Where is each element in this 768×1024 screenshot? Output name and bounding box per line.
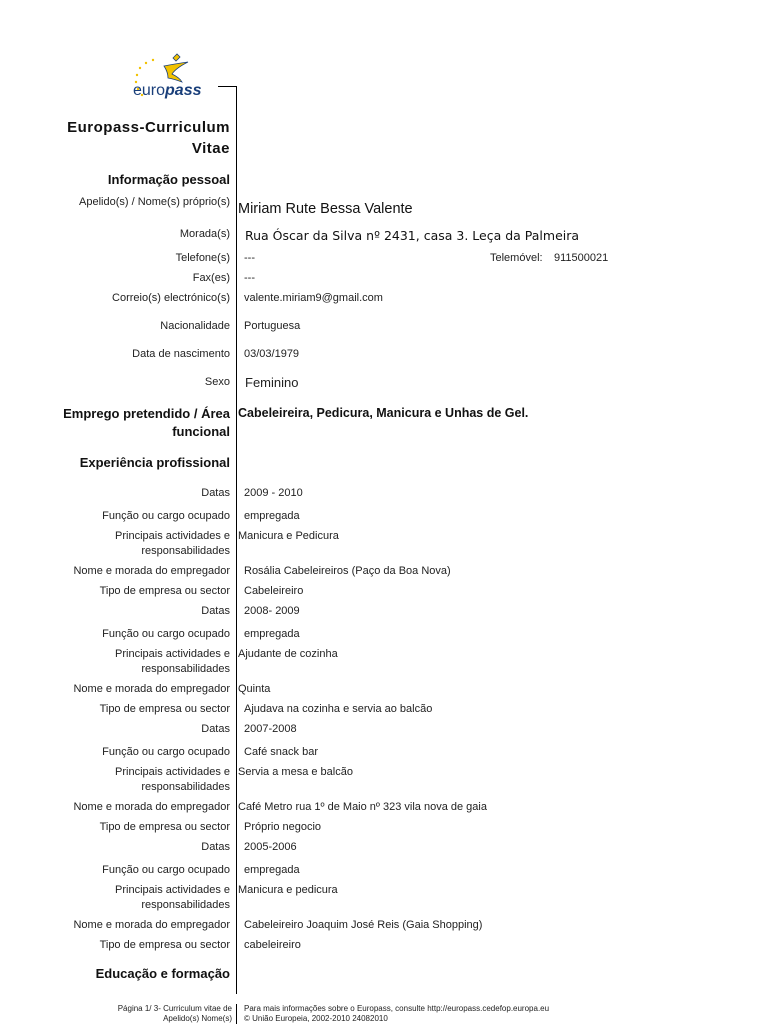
dates-value: 2005-2006 [244,841,297,853]
mobile-label: Telemóvel: [490,252,543,264]
sector-value: cabeleireiro [244,939,301,951]
document-title [40,117,230,159]
employer-value: Café Metro rua 1º de Maio nº 323 vila nova de gaia [238,801,487,813]
role-label: Função ou cargo ocupado [102,628,230,640]
role-value: empregada [244,510,300,522]
employer-value: Cabeleireiro Joaquim José Reis (Gaia Shopping) [244,919,483,931]
email-label: Correio(s) electrónico(s) [112,292,230,304]
sector-value: Próprio negocio [244,821,322,833]
desired-employment-value: Cabeleireira, Pedicura, Manicura e Unhas de Gel. [238,406,529,420]
activities-label: Principais actividades e [115,884,230,896]
sector-value: Ajudava na cozinha e servia ao balcão [244,703,433,715]
footer-divider [236,1004,237,1024]
sector-value: Cabeleireiro [244,585,304,597]
footer-page-info: Página 1/ 3- Curriculum vitae de [117,1004,232,1013]
address-label: Morada(s) [179,228,230,240]
employer-label: Nome e morada do empregador [73,683,230,695]
address-value: Rua Óscar da Silva nº 2431, casa 3. Leça da Palmeira [245,228,580,243]
section-heading-education: Educação e formação [95,966,230,981]
activities-label: Principais actividades e [115,648,230,660]
activities-value: Manicura e Pedicura [238,530,339,542]
dates-label: Datas [201,723,230,735]
europass-logo [128,52,223,106]
column-divider [236,86,237,994]
employer-value: Quinta [238,683,271,695]
role-value: Café snack bar [244,746,318,758]
activities-label: Principais actividades e [115,530,230,542]
fax-label: Fax(es) [192,272,230,284]
logo-text-euro: euro [133,82,166,99]
document-title-line1: Europass-Curriculum [67,119,230,136]
role-label: Função ou cargo ocupado [102,864,230,876]
dob-label: Data de nascimento [132,348,230,360]
email-value[interactable]: valente.miriam9@gmail.com [244,292,383,304]
footer-name-info: Apelido(s) Nome(s) [163,1014,232,1023]
employer-label: Nome e morada do empregador [73,801,230,813]
footer-copyright: © União Europeia, 2002-2010 24082010 [244,1014,388,1023]
footer-left [60,1004,232,1024]
dates-label: Datas [201,841,230,853]
sector-label: Tipo de empresa ou sector [99,585,230,597]
role-label: Função ou cargo ocupado [102,510,230,522]
dates-label: Datas [201,487,230,499]
activities-value: Manicura e pedicura [238,884,338,896]
dates-value: 2009 - 2010 [244,487,303,499]
employer-label: Nome e morada do empregador [73,565,230,577]
sector-label: Tipo de empresa ou sector [99,821,230,833]
activities-label-cont: responsabilidades [141,781,230,793]
activities-label-cont: responsabilidades [141,663,230,675]
section-heading-personal: Informação pessoal [107,172,230,187]
activities-label-cont: responsabilidades [141,545,230,557]
dates-value: 2008- 2009 [244,605,300,617]
desired-heading-line1: Emprego pretendido / Área [63,406,230,421]
document-title-line2: Vitae [191,140,230,157]
mobile-value: 911500021 [554,252,609,264]
employer-value: Rosália Cabeleireiros (Paço da Boa Nova) [244,565,451,577]
role-value: empregada [244,864,300,876]
name-label: Apelido(s) / Nome(s) próprio(s) [79,196,230,208]
nationality-label: Nacionalidade [160,320,230,332]
footer-europass-link[interactable]: Para mais informações sobre o Europass, consulte http://europass.cedefop.europa.eu [244,1004,550,1013]
header-rule [218,86,237,87]
activities-label: Principais actividades e [115,766,230,778]
logo-text-pass: pass [165,82,202,99]
dates-label: Datas [201,605,230,617]
role-label: Função ou cargo ocupado [102,746,230,758]
fax-value: --- [244,272,255,284]
full-name: Miriam Rute Bessa Valente [238,201,413,217]
activities-value: Servia a mesa e balcão [238,766,353,778]
dates-value: 2007-2008 [244,723,297,735]
nationality-value: Portuguesa [244,320,301,332]
activities-label-cont: responsabilidades [141,899,230,911]
role-value: empregada [244,628,300,640]
activities-value: Ajudante de cozinha [238,648,338,660]
footer-right [244,1004,549,1024]
employer-label: Nome e morada do empregador [73,919,230,931]
desired-heading-line2: funcional [172,424,230,439]
phone-label: Telefone(s) [175,252,230,264]
dob-value: 03/03/1979 [244,348,300,360]
section-heading-desired-employment [5,405,230,441]
sector-label: Tipo de empresa ou sector [99,939,230,951]
section-heading-experience: Experiência profissional [79,455,230,470]
sex-value: Feminino [245,375,299,390]
phone-value: --- [244,252,255,264]
sex-label: Sexo [204,376,230,388]
sector-label: Tipo de empresa ou sector [99,703,230,715]
